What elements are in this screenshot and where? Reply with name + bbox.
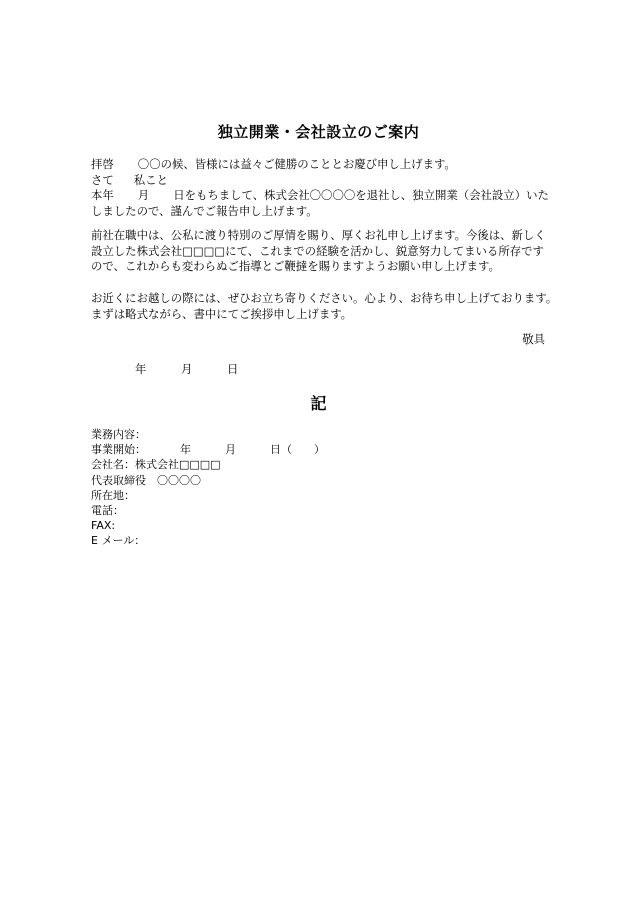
invitation-line: お近くにお越しの際には、ぜひお立ち寄りください。心より、お待ち申し上げております。	[91, 291, 558, 305]
date-day: 日	[227, 362, 239, 376]
date-month: 月	[181, 362, 193, 376]
detail-business: 業務内容：	[91, 428, 146, 441]
greeting-sate: さて	[91, 172, 114, 187]
greeting-season: 〇〇の候、皆様には益々ご健勝のこととお慶び申し上げます。	[137, 157, 456, 171]
detail-start-year: 年	[180, 443, 191, 457]
detail-representative: 代表取締役 〇〇〇〇	[91, 473, 201, 487]
greeting-line-4: しましたので、謹んでご報告申し上げます。	[91, 203, 318, 218]
detail-phone: 電話：	[91, 503, 124, 517]
letter-date	[135, 361, 238, 377]
details-list	[91, 427, 325, 549]
gratitude-line: 設立した株式会社□□□□にて、これまでの経験を活かし、鋭意努力してまいる所存です	[91, 243, 544, 258]
greeting-line-1	[91, 157, 561, 173]
detail-start-day: 日（ ）	[270, 443, 325, 457]
greeting-watakushi: 私こと	[133, 172, 168, 187]
greeting-haikei: 拝啓	[91, 157, 114, 171]
invitation-line: まずは略式ながら、書中にてご挨拶申し上げます。	[91, 306, 353, 321]
detail-start-date	[91, 442, 325, 457]
greeting-line-2	[91, 173, 561, 189]
date-year: 年	[135, 362, 147, 376]
greeting-line-3	[91, 188, 561, 204]
invitation-paragraph	[91, 291, 561, 322]
greeting-paragraph	[91, 157, 561, 219]
closing-keigu: 敬具	[522, 332, 545, 346]
ki-heading: 記	[310, 394, 327, 413]
detail-address: 所在地：	[91, 488, 135, 502]
detail-company: 会社名：株式会社□□□□	[91, 458, 221, 472]
gratitude-line: ので、これからも変わらぬご指導とご鞭撻を賜りますようお願い申し上げます。	[91, 259, 500, 273]
detail-start-label: 事業開始：	[91, 443, 146, 457]
detail-start-month: 月	[225, 443, 236, 457]
document-title: 独立開業・会社設立のご案内	[217, 123, 420, 141]
gratitude-paragraph	[91, 228, 561, 275]
greeting-retire: 日をもちまして、株式会社〇〇〇〇を退社し、独立開業（会社設立）いた	[173, 188, 549, 202]
detail-fax: FAX:	[91, 519, 116, 533]
gratitude-line: 前社在職中は、公私に渡り特別のご厚情を賜り、厚くお礼申し上げます。今後は、新しく	[91, 228, 546, 242]
detail-email: E メール：	[91, 534, 146, 548]
greeting-month: 月	[137, 188, 150, 202]
greeting-year: 本年	[91, 188, 114, 202]
